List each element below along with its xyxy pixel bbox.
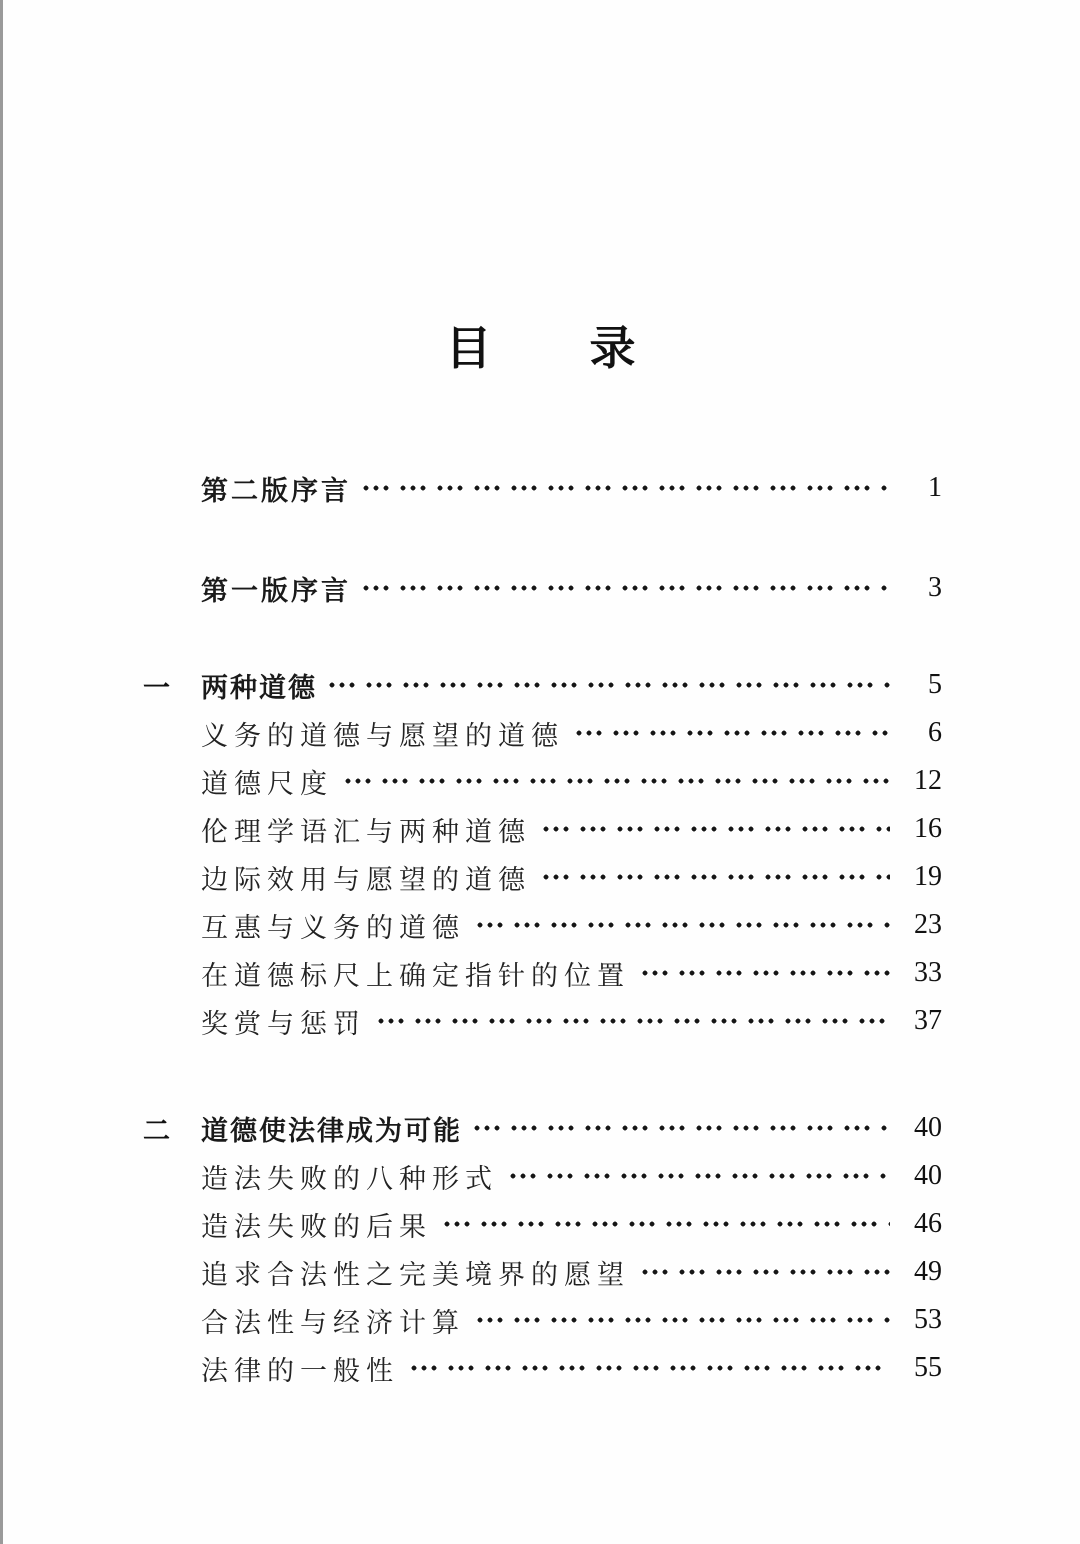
dot-leader [640, 1248, 890, 1296]
toc-page-number: 5 [928, 669, 942, 700]
dot-leader [475, 901, 890, 949]
toc-entry [143, 997, 942, 1045]
toc-entry [143, 1152, 942, 1200]
toc-section-number: 一 [143, 672, 170, 703]
toc-entry-label: 奖赏与惩罚 [201, 1008, 366, 1039]
toc-entry-label: 第二版序言 [201, 475, 351, 506]
toc-entry [143, 564, 942, 612]
toc-entry-label: 追求合法性之完美境界的愿望 [201, 1259, 630, 1290]
toc-entry-label: 法律的一般性 [201, 1355, 399, 1386]
toc-page-number: 55 [914, 1352, 942, 1383]
toc-entry-label: 第一版序言 [201, 575, 351, 606]
dot-leader [472, 1104, 890, 1152]
toc-page-number: 40 [914, 1112, 942, 1143]
toc-entry [143, 757, 942, 805]
dot-leader [508, 1152, 890, 1200]
toc-entry [143, 949, 942, 997]
toc-entry-label: 道德使法律成为可能 [201, 1115, 462, 1146]
dot-leader [442, 1200, 890, 1248]
toc-page-number: 6 [928, 717, 942, 748]
toc-entry [143, 661, 942, 709]
toc-page-number: 33 [914, 957, 942, 988]
toc-entry [143, 901, 942, 949]
toc-entry [143, 709, 942, 757]
toc-entry [143, 1296, 942, 1344]
toc-entry-label: 道德尺度 [201, 768, 333, 799]
dot-leader [475, 1296, 890, 1344]
toc-entry-label: 伦理学语汇与两种道德 [201, 816, 531, 847]
toc-entry-label: 造法失败的后果 [201, 1211, 432, 1242]
toc-page-number: 46 [914, 1208, 942, 1239]
toc-page-number: 40 [914, 1160, 942, 1191]
toc-page-number: 3 [928, 572, 942, 603]
dot-leader [541, 853, 890, 901]
toc-entry-label: 边际效用与愿望的道德 [201, 864, 531, 895]
toc-page-number: 53 [914, 1304, 942, 1335]
toc-entry [143, 1248, 942, 1296]
toc-entry-label: 造法失败的八种形式 [201, 1163, 498, 1194]
toc-page-number: 49 [914, 1256, 942, 1287]
toc-entry [143, 805, 942, 853]
toc-page-number: 16 [914, 813, 942, 844]
toc-page-number: 12 [914, 765, 942, 796]
page-title: 目 录 [445, 322, 638, 374]
dot-leader [409, 1344, 890, 1392]
toc-page-number: 37 [914, 1005, 942, 1036]
toc-entry [143, 1344, 942, 1392]
toc-page-number: 23 [914, 909, 942, 940]
dot-leader [541, 805, 890, 853]
toc-section-number: 二 [143, 1115, 170, 1146]
toc-entry-label: 义务的道德与愿望的道德 [201, 720, 564, 751]
dot-leader [640, 949, 890, 997]
toc-entry-label: 在道德标尺上确定指针的位置 [201, 960, 630, 991]
dot-leader [361, 464, 890, 512]
dot-leader [361, 564, 890, 612]
toc-entry [143, 464, 942, 512]
dot-leader [327, 661, 890, 709]
dot-leader [376, 997, 890, 1045]
dot-leader [574, 709, 890, 757]
toc-entry [143, 853, 942, 901]
dot-leader [343, 757, 890, 805]
toc-entry-label: 合法性与经济计算 [201, 1307, 465, 1338]
toc-entry [143, 1200, 942, 1248]
toc-list [3, 464, 1080, 1392]
toc-page-number: 1 [928, 472, 942, 503]
toc-entry-label: 互惠与义务的道德 [201, 912, 465, 943]
toc-entry-label: 两种道德 [201, 672, 317, 703]
toc-page-number: 19 [914, 861, 942, 892]
toc-entry [143, 1104, 942, 1152]
